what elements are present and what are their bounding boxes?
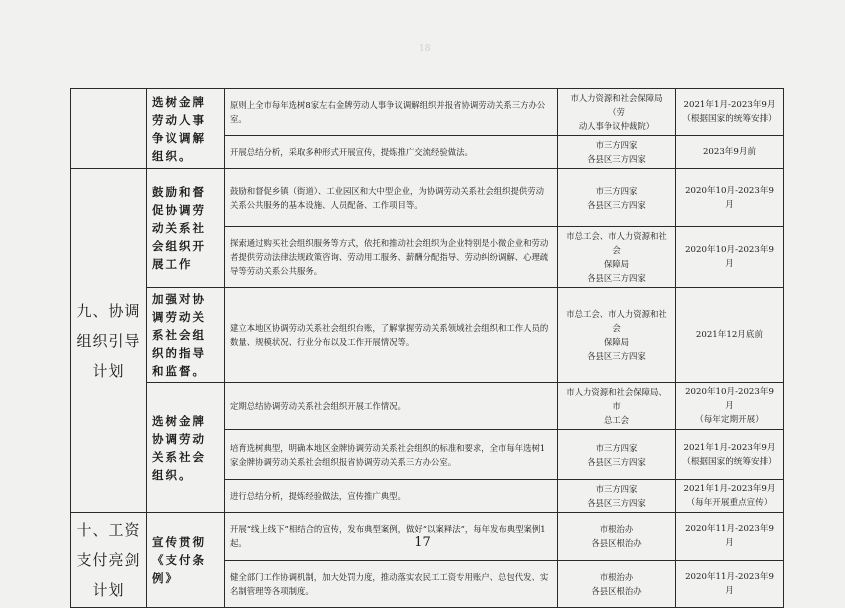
dept-cell (558, 383, 676, 430)
dept-cell (558, 480, 676, 513)
time-line: （每年定期开展） (695, 415, 764, 425)
faint-page-mark: 18 (419, 44, 431, 54)
time-cell: 2020年11月-2023年9月 (676, 560, 784, 608)
dept-cell (558, 227, 676, 288)
dept-line: 总工会 (603, 415, 630, 425)
time-line: 2021年1月-2023年9月 (683, 442, 776, 453)
measure-cell: 探索通过购买社会组织服务等方式，依托和推动社会组织为企业特别是小微企业和劳动者提供劳动法律法规政策咨询、劳动用工服务、薪酬分配指导、劳动纠纷调解、心理疏导等劳动关系公共服务。 (225, 227, 558, 288)
time-cell: 2020年10月-2023年9月 (676, 169, 784, 227)
dept-line: 市根治办 (599, 524, 634, 535)
dept-line: 各县区三方四家 (587, 351, 646, 361)
dept-line: 保障局 (603, 259, 630, 269)
plan-table (70, 88, 784, 608)
dept-line: 市三方四家 (595, 140, 638, 150)
table-row (71, 169, 784, 227)
dept-line: 市总工会、市人力资源和社会 (566, 309, 667, 333)
dept-cell (558, 430, 676, 480)
dept-line: 各县区三方四家 (587, 456, 646, 467)
dept-line: 各县区三方四家 (587, 199, 646, 210)
task-cell: 加强对协调劳动关系社会组织的指导和监督。 (147, 288, 225, 383)
dept-line: 市三方四家 (595, 442, 638, 453)
dept-line: 动人事争议仲裁院） (578, 121, 655, 131)
dept-line: 各县区三方四家 (587, 498, 646, 508)
time-cell: 2021年12月底前 (676, 288, 784, 383)
time-cell (676, 430, 784, 480)
dept-line: 市人力资源和社会保障局、市 (566, 387, 667, 411)
task-cell: 宣传贯彻《支付条例》 (147, 513, 225, 608)
task-cell: 选树金牌劳动人事争议调解组织。 (147, 89, 225, 169)
time-cell (676, 383, 784, 430)
time-line: 2021年1月-2023年9月 (683, 484, 776, 494)
measure-cell: 开展“线上线下”相结合的宣传，发布典型案例，做好“以案释法”，每年发布典型案例1起。 (225, 513, 558, 561)
measure-cell: 鼓励和督促乡镇（街道）、工业园区和大中型企业，为协调劳动关系社会组织提供劳动关系公共服务的基本设施、人员配备、工作项目等。 (225, 169, 558, 227)
dept-line: 市三方四家 (595, 484, 638, 494)
task-cell: 选树金牌协调劳动关系社会组织。 (147, 383, 225, 513)
time-cell: 2020年11月-2023年9月 (676, 513, 784, 561)
group-cell-10: 十、工资支付亮剑计划 (71, 513, 147, 608)
time-line: （根据国家的统筹安排） (682, 114, 777, 124)
dept-cell (558, 136, 676, 169)
dept-cell (558, 288, 676, 383)
time-line: （根据国家的统筹安排） (682, 456, 777, 467)
measure-cell: 健全部门工作协调机制，加大处罚力度，推动落实农民工工资专用账户、总包代发、实名制管理等各项制度。 (225, 560, 558, 608)
group-cell-empty (71, 89, 147, 169)
dept-line: 市人力资源和社会保障局（劳 (570, 93, 663, 117)
table-row (71, 383, 784, 430)
time-line: 2023年9月前 (702, 147, 757, 157)
measure-cell: 培育选树典型，明确本地区金牌协调劳动关系社会组织的标准和要求，全市每年选树1家金牌协调劳动关系社会组织报省协调劳动关系三方办公室。 (225, 430, 558, 480)
measure-cell: 建立本地区协调劳动关系社会组织台账，了解掌握劳动关系领域社会组织和工作人员的数量、规模状况、行业分布以及工作开展情况等。 (225, 288, 558, 383)
dept-cell (558, 560, 676, 608)
group-cell-9: 九、协调组织引导计划 (71, 169, 147, 513)
table-row (71, 288, 784, 383)
dept-line: 各县区三方四家 (587, 273, 646, 283)
dept-line: 各县区三方四家 (587, 154, 646, 164)
time-cell (676, 89, 784, 136)
dept-cell (558, 89, 676, 136)
dept-cell (558, 169, 676, 227)
measure-cell: 原则上全市每年选树8家左右金牌劳动人事争议调解组织并报省协调劳动关系三方办公室。 (225, 89, 558, 136)
measure-cell: 进行总结分析，提炼经验做法，宣传推广典型。 (225, 480, 558, 513)
time-cell: 2020年10月-2023年9月 (676, 227, 784, 288)
task-cell: 鼓励和督促协调劳动关系社会组织开展工作 (147, 169, 225, 288)
table-row (71, 89, 784, 136)
measure-cell: 开展总结分析，采取多种形式开展宣传，提炼推广交流经验做法。 (225, 136, 558, 169)
dept-line: 市根治办 (599, 571, 634, 582)
time-line: 2020年10月-2023年9月 (685, 387, 774, 411)
time-line: （每年开展重点宣传） (686, 498, 773, 508)
time-line: 2021年1月-2023年9月 (683, 100, 776, 110)
time-cell (676, 480, 784, 513)
measure-cell: 定期总结协调劳动关系社会组织开展工作情况。 (225, 383, 558, 430)
dept-line: 保障局 (603, 337, 630, 347)
dept-line: 各县区根治办 (591, 538, 642, 549)
page-number: 17 (414, 535, 431, 550)
time-cell (676, 136, 784, 169)
dept-line: 市总工会、市人力资源和社会 (566, 231, 667, 255)
dept-line: 市三方四家 (595, 185, 638, 196)
dept-line: 各县区根治办 (591, 585, 642, 596)
